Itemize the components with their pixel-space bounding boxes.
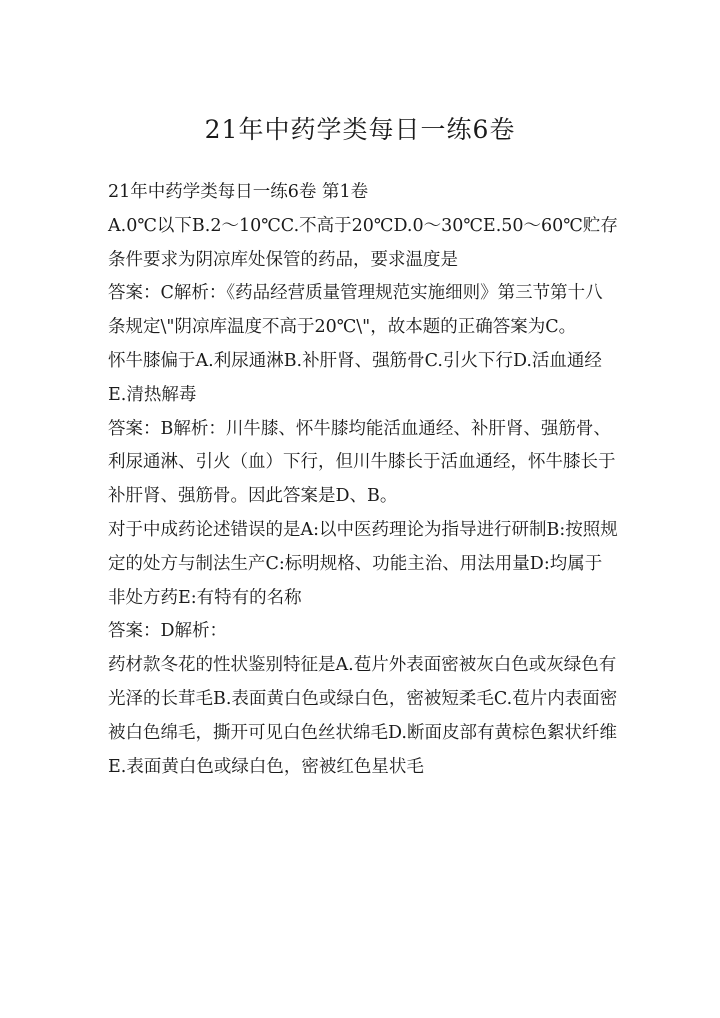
document-body	[108, 176, 618, 784]
question-3: 对于中成药论述错误的是A:以中医药理论为指导进行研制B:按照规定的处方与制法生产C:标明规格、功能主治、用法用量D:均属于非处方药E:有特有的名称	[108, 519, 618, 608]
section-heading: 21年中药学类每日一练6卷 第1卷	[108, 182, 369, 202]
question-2: 怀牛膝偏于A.利尿通淋B.补肝肾、强筋骨C.引火下行D.活血通经E.清热解毒	[108, 350, 602, 405]
question-4: 药材款冬花的性状鉴别特征是A.苞片外表面密被灰白色或灰绿色有光泽的长茸毛B.表面黄白色或绿白色，密被短柔毛C.苞片内表面密被白色绵毛，撕开可见白色丝状绵毛D.断面皮部有黄棕色絮状纤维E.表面黄白色或绿白色，密被红色星状毛	[108, 655, 618, 777]
answer-1: 答案：C解析：《药品经营质量管理规范实施细则》第三节第十八条规定\"阴凉库温度不高于20℃\"，故本题的正确答案为C。	[108, 283, 603, 338]
question-1: A.0℃以下B.2～10℃C.不高于20℃D.0～30℃E.50～60℃贮存条件要求为阴凉库处保管的药品，要求温度是	[108, 215, 618, 270]
answer-3: 答案：D解析：	[108, 621, 228, 642]
document-title: 21年中药学类每日一练6卷	[204, 115, 516, 144]
answer-2: 答案：B解析：川牛膝、怀牛膝均能活血通经、补肝肾、强筋骨、利尿通淋、引火（血）下行，但川牛膝长于活血通经，怀牛膝长于补肝肾、强筋骨。因此答案是D、B。	[108, 418, 616, 507]
